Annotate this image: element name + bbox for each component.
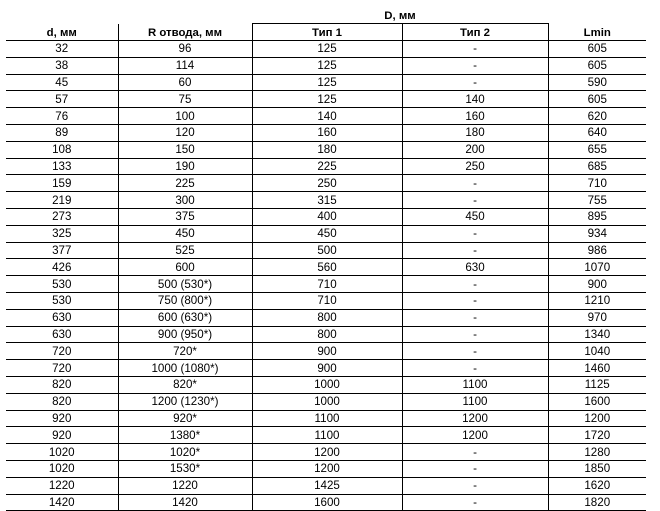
cell-type2: -: [402, 242, 548, 259]
cell-type1: 400: [252, 208, 402, 225]
table-row: [6, 57, 646, 74]
cell-r: 750 (800*): [118, 292, 252, 309]
table-row: [6, 91, 646, 108]
cell-lmin: 1125: [548, 376, 646, 393]
cell-type1: 710: [252, 292, 402, 309]
table-row: [6, 292, 646, 309]
cell-type1: 710: [252, 276, 402, 293]
cell-type2: -: [402, 460, 548, 477]
cell-d: 820: [6, 376, 118, 393]
table-row: [6, 360, 646, 377]
cell-r: 900 (950*): [118, 326, 252, 343]
cell-lmin: 1280: [548, 444, 646, 461]
cell-r: 920*: [118, 410, 252, 427]
cell-type2: -: [402, 309, 548, 326]
cell-lmin: 970: [548, 309, 646, 326]
cell-d: 530: [6, 276, 118, 293]
table-row: [6, 74, 646, 91]
cell-d: 920: [6, 427, 118, 444]
cell-r: 600: [118, 259, 252, 276]
cell-type2: 1100: [402, 393, 548, 410]
cell-type1: 125: [252, 74, 402, 91]
cell-d: 720: [6, 343, 118, 360]
cell-lmin: 934: [548, 225, 646, 242]
cell-type2: -: [402, 444, 548, 461]
cell-lmin: 1460: [548, 360, 646, 377]
cell-lmin: 620: [548, 108, 646, 125]
cell-r: 300: [118, 192, 252, 209]
cell-type2: 1200: [402, 427, 548, 444]
cell-type1: 900: [252, 360, 402, 377]
cell-r: 1000 (1080*): [118, 360, 252, 377]
table-row: [6, 376, 646, 393]
cell-lmin: 710: [548, 175, 646, 192]
cell-type2: 160: [402, 108, 548, 125]
cell-lmin: 1850: [548, 460, 646, 477]
cell-lmin: 605: [548, 91, 646, 108]
table-row: [6, 343, 646, 360]
cell-r: 820*: [118, 376, 252, 393]
cell-type2: -: [402, 192, 548, 209]
cell-type1: 800: [252, 309, 402, 326]
cell-type1: 560: [252, 259, 402, 276]
cell-r: 375: [118, 208, 252, 225]
cell-lmin: 1040: [548, 343, 646, 360]
cell-type1: 1000: [252, 393, 402, 410]
header-spacer-l: [548, 6, 646, 24]
cell-lmin: 1070: [548, 259, 646, 276]
cell-d: 630: [6, 309, 118, 326]
cell-d: 159: [6, 175, 118, 192]
cell-type1: 800: [252, 326, 402, 343]
cell-d: 530: [6, 292, 118, 309]
cell-lmin: 590: [548, 74, 646, 91]
cell-d: 630: [6, 326, 118, 343]
cell-lmin: 1820: [548, 494, 646, 511]
spec-sheet: [6, 6, 646, 511]
cell-type2: 630: [402, 259, 548, 276]
cell-type2: -: [402, 326, 548, 343]
cell-type1: 315: [252, 192, 402, 209]
table-row: [6, 460, 646, 477]
cell-type1: 160: [252, 124, 402, 141]
cell-d: 920: [6, 410, 118, 427]
cell-r: 1020*: [118, 444, 252, 461]
cell-r: 1380*: [118, 427, 252, 444]
header-spacer-r: [118, 6, 252, 24]
cell-d: 89: [6, 124, 118, 141]
table-row: [6, 225, 646, 242]
cell-type2: -: [402, 74, 548, 91]
cell-r: 114: [118, 57, 252, 74]
table-row: [6, 208, 646, 225]
cell-r: 60: [118, 74, 252, 91]
cell-lmin: 986: [548, 242, 646, 259]
header-lmin: Lmin: [548, 24, 646, 41]
cell-r: 225: [118, 175, 252, 192]
cell-lmin: 755: [548, 192, 646, 209]
cell-lmin: 1200: [548, 410, 646, 427]
cell-type2: 180: [402, 124, 548, 141]
cell-type1: 125: [252, 57, 402, 74]
cell-lmin: 1210: [548, 292, 646, 309]
cell-r: 100: [118, 108, 252, 125]
cell-r: 75: [118, 91, 252, 108]
table-body: [6, 41, 646, 511]
cell-d: 76: [6, 108, 118, 125]
cell-r: 1420: [118, 494, 252, 511]
table-row: [6, 427, 646, 444]
cell-lmin: 1340: [548, 326, 646, 343]
cell-type1: 140: [252, 108, 402, 125]
cell-r: 1220: [118, 477, 252, 494]
table-row: [6, 158, 646, 175]
header-d-group: D, мм: [252, 6, 548, 24]
cell-type2: 1200: [402, 410, 548, 427]
cell-r: 96: [118, 41, 252, 58]
cell-r: 600 (630*): [118, 309, 252, 326]
cell-type2: -: [402, 360, 548, 377]
cell-type2: -: [402, 343, 548, 360]
cell-type1: 250: [252, 175, 402, 192]
header-r: R отвода, мм: [118, 24, 252, 41]
cell-r: 1200 (1230*): [118, 393, 252, 410]
cell-type2: -: [402, 292, 548, 309]
cell-type1: 225: [252, 158, 402, 175]
table-row: [6, 477, 646, 494]
table-row: [6, 410, 646, 427]
cell-lmin: 900: [548, 276, 646, 293]
table-header: [6, 6, 646, 41]
header-type1: Тип 1: [252, 24, 402, 41]
cell-type1: 1200: [252, 444, 402, 461]
cell-d: 377: [6, 242, 118, 259]
cell-r: 500 (530*): [118, 276, 252, 293]
cell-type2: 1100: [402, 376, 548, 393]
cell-type2: -: [402, 175, 548, 192]
cell-type1: 1425: [252, 477, 402, 494]
table-row: [6, 175, 646, 192]
table-row: [6, 41, 646, 58]
cell-lmin: 605: [548, 57, 646, 74]
cell-type2: -: [402, 276, 548, 293]
cell-type1: 1100: [252, 410, 402, 427]
cell-d: 1020: [6, 444, 118, 461]
cell-r: 120: [118, 124, 252, 141]
bend-dimensions-table: [6, 6, 646, 511]
cell-lmin: 1600: [548, 393, 646, 410]
cell-type1: 500: [252, 242, 402, 259]
cell-type1: 125: [252, 91, 402, 108]
cell-lmin: 605: [548, 41, 646, 58]
cell-d: 32: [6, 41, 118, 58]
cell-d: 1220: [6, 477, 118, 494]
table-row: [6, 326, 646, 343]
cell-r: 525: [118, 242, 252, 259]
header-spacer-d: [6, 6, 118, 24]
cell-type1: 1600: [252, 494, 402, 511]
cell-type1: 125: [252, 41, 402, 58]
table-row: [6, 141, 646, 158]
table-row: [6, 444, 646, 461]
cell-type1: 900: [252, 343, 402, 360]
cell-r: 150: [118, 141, 252, 158]
cell-lmin: 655: [548, 141, 646, 158]
cell-type1: 450: [252, 225, 402, 242]
cell-type2: -: [402, 494, 548, 511]
cell-type2: 450: [402, 208, 548, 225]
cell-d: 1420: [6, 494, 118, 511]
cell-type1: 1200: [252, 460, 402, 477]
cell-type2: -: [402, 57, 548, 74]
cell-d: 273: [6, 208, 118, 225]
cell-type1: 1000: [252, 376, 402, 393]
cell-d: 38: [6, 57, 118, 74]
cell-lmin: 1620: [548, 477, 646, 494]
cell-d: 45: [6, 74, 118, 91]
table-row: [6, 242, 646, 259]
cell-type2: 140: [402, 91, 548, 108]
table-row: [6, 309, 646, 326]
cell-d: 426: [6, 259, 118, 276]
header-d: d, мм: [6, 24, 118, 41]
cell-d: 108: [6, 141, 118, 158]
cell-d: 133: [6, 158, 118, 175]
cell-d: 820: [6, 393, 118, 410]
cell-type2: -: [402, 477, 548, 494]
table-row: [6, 276, 646, 293]
header-type2: Тип 2: [402, 24, 548, 41]
cell-type1: 180: [252, 141, 402, 158]
table-row: [6, 393, 646, 410]
table-row: [6, 259, 646, 276]
cell-lmin: 640: [548, 124, 646, 141]
cell-type2: 200: [402, 141, 548, 158]
table-row: [6, 192, 646, 209]
cell-d: 1020: [6, 460, 118, 477]
table-row: [6, 108, 646, 125]
cell-type2: -: [402, 41, 548, 58]
cell-type1: 1100: [252, 427, 402, 444]
cell-d: 57: [6, 91, 118, 108]
cell-d: 720: [6, 360, 118, 377]
cell-r: 450: [118, 225, 252, 242]
table-row: [6, 124, 646, 141]
cell-lmin: 895: [548, 208, 646, 225]
cell-d: 325: [6, 225, 118, 242]
cell-lmin: 1720: [548, 427, 646, 444]
cell-r: 1530*: [118, 460, 252, 477]
cell-type2: 250: [402, 158, 548, 175]
table-row: [6, 494, 646, 511]
cell-r: 720*: [118, 343, 252, 360]
cell-r: 190: [118, 158, 252, 175]
cell-d: 219: [6, 192, 118, 209]
cell-lmin: 685: [548, 158, 646, 175]
cell-type2: -: [402, 225, 548, 242]
